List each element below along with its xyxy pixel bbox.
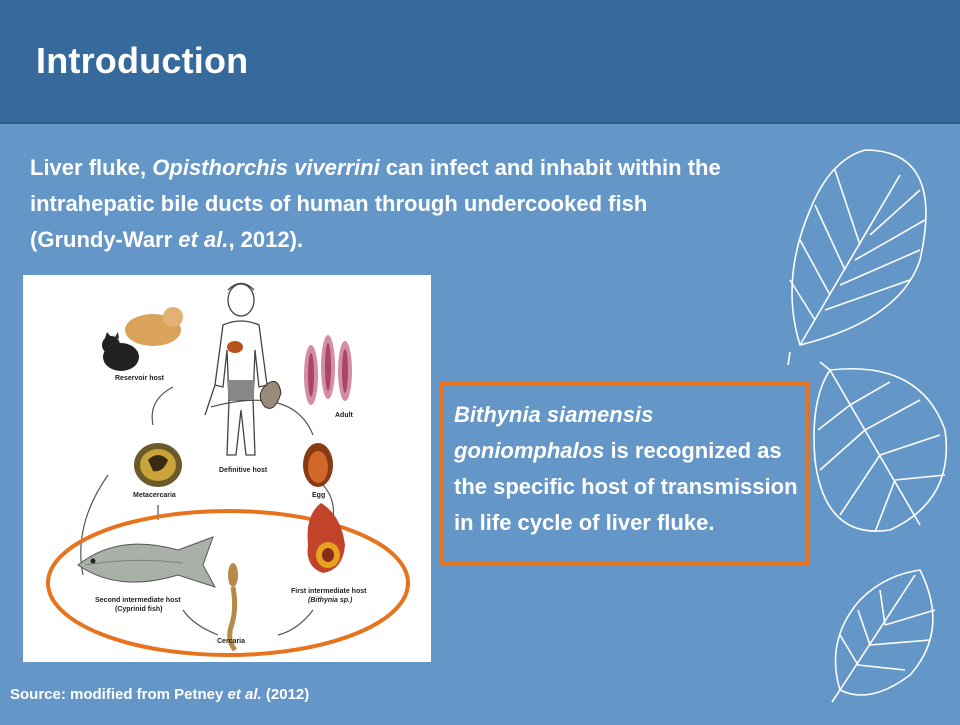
leaf-icon — [832, 570, 935, 702]
leaf-icon — [788, 150, 926, 365]
intro-text-3: , 2012). — [228, 227, 304, 252]
cercaria-icon — [228, 563, 238, 650]
egg-icon — [303, 443, 333, 487]
source-etal: et al. — [227, 686, 262, 703]
intro-paragraph — [30, 150, 730, 258]
label-reservoir-host: Reservoir host — [115, 375, 165, 382]
label-second-host-sub: (Cyprinid fish) — [115, 606, 163, 613]
source-citation — [10, 686, 309, 703]
intro-text-2: can infect and inhabit within the intrahepatic bile ducts of human through undercooked fish (Grundy-Warr — [30, 155, 721, 252]
label-egg: Egg — [312, 492, 326, 499]
loincloth-icon — [227, 380, 255, 400]
label-second-host: Second intermediate host — [95, 597, 181, 604]
label-first-host-sub: (Bithynia sp.) — [308, 597, 353, 604]
source-suffix: (2012) — [261, 686, 310, 703]
slide-title: Introduction — [36, 40, 249, 81]
callout-body: is recognized as the specific host of transmission in life cycle of liver fluke. — [454, 438, 798, 535]
callout-text — [454, 397, 804, 541]
source-prefix: Source: modified from Petney — [10, 686, 228, 703]
intro-species: Opisthorchis viverrini — [152, 155, 380, 180]
life-cycle-diagram — [23, 275, 431, 662]
intro-text-1: Liver fluke, — [30, 155, 153, 180]
reservoir-host-icon — [102, 307, 183, 371]
fish-icon — [78, 537, 215, 587]
liver-icon — [227, 341, 243, 353]
leaf-decoration — [770, 130, 960, 720]
label-cercaria: Cercaria — [217, 638, 246, 645]
label-definitive-host: Definitive host — [219, 467, 268, 474]
label-first-host: First intermediate host — [291, 588, 367, 595]
leaf-icon — [814, 362, 946, 532]
callout-box — [440, 381, 810, 566]
metacercaria-icon — [134, 443, 182, 487]
human-figure-icon — [205, 284, 278, 456]
life-cycle-figure — [23, 275, 431, 662]
slide-header — [0, 0, 960, 124]
label-adult: Adult — [335, 412, 353, 419]
label-metacercaria: Metacercaria — [133, 492, 176, 499]
intro-etal: et al. — [178, 227, 229, 252]
callout-species: Bithynia siamensis goniomphalos — [454, 402, 654, 463]
adult-fluke-icons — [304, 335, 352, 405]
snail-icon — [308, 503, 345, 573]
